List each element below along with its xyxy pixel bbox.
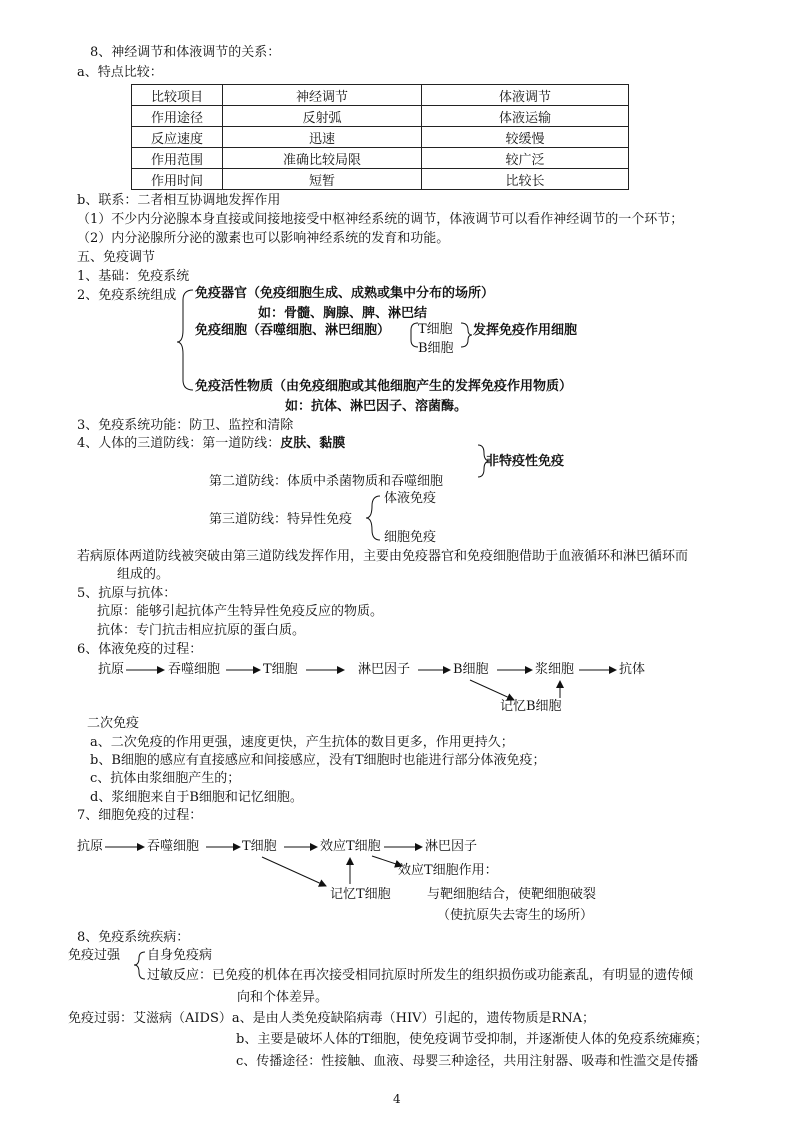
section-5-3: 3、免疫系统功能：防卫、监控和清除	[77, 418, 294, 433]
h-flow-antigen: 抗原	[98, 662, 125, 677]
table-cell: 较广泛	[422, 148, 629, 169]
secondary-b: b、B细胞的感应有直接感应和间接感应，没有T细胞时也能进行部分体液免疫；	[90, 753, 546, 768]
h-flow-antibody: 抗体	[619, 662, 646, 677]
section-8-b: b、联系：二者相互协调地发挥作用	[77, 193, 281, 208]
immune-substances-examples: 如：抗体、淋巴因子、溶菌酶。	[285, 399, 468, 414]
table-header-cell: 比较项目	[132, 85, 223, 106]
second-defense: 第二道防线：体质中杀菌物质和吞噬细胞	[209, 474, 444, 489]
c-arrow-effector-role	[372, 856, 402, 866]
effector-t-role-1: 与靶细胞结合，使靶细胞破裂	[427, 887, 597, 902]
defense-paragraph: 若病原体两道防线被突破由第三道防线发挥作用，主要由免疫器官和免疫细胞借助于血液循环和淋巴循环而	[77, 549, 689, 564]
t-cell: T细胞	[418, 322, 453, 337]
c-arrow-t-memory	[262, 857, 326, 886]
section-8-b2: （2）内分泌腺所分泌的激素也可以影响神经系统的发育和功能。	[77, 231, 450, 246]
c-flow-t-cell: T细胞	[242, 839, 277, 854]
weak-immunity-label: 免疫过弱：艾滋病（AIDS）	[68, 1011, 232, 1026]
antibody-definition: 抗体：专门抗击相应抗原的蛋白质。	[97, 623, 306, 638]
immune-substances: 免疫活性物质（由免疫细胞或其他细胞产生的发挥免疫作用物质）	[195, 379, 573, 394]
aids-c: c、传播途径：性接触、血液、母婴三种途径，共用注射器、吸毒和性滥交是传播	[236, 1054, 699, 1069]
secondary-d: d、浆细胞来自于B细胞和记忆细胞。	[90, 790, 303, 805]
section-5-7: 7、细胞免疫的过程：	[77, 808, 203, 823]
table-cell: 作用时间	[132, 169, 223, 190]
h-flow-phagocyte: 吞噬细胞	[168, 662, 221, 677]
nonspecific-immunity: 非特疫性免疫	[486, 454, 565, 469]
h-flow-b-cell: B细胞	[453, 662, 489, 677]
immune-cells-role: 发挥免疫作用细胞	[473, 323, 578, 338]
table-header-cell: 神经调节	[223, 85, 422, 106]
c-flow-phagocyte: 吞噬细胞	[147, 839, 200, 854]
h-arrow-b-memory	[470, 680, 514, 700]
antigen-definition: 抗原：能够引起抗体产生特异性免疫反应的物质。	[97, 604, 384, 619]
tb-open-bracket	[411, 323, 418, 347]
defense-paragraph-cont: 组成的。	[117, 567, 170, 582]
h-flow-plasma-cell: 浆细胞	[535, 662, 575, 677]
aids-a: a、是由人类免疫缺陷病毒（HIV）引起的，遗传物质是RNA；	[231, 1011, 596, 1026]
aids-b: b、主要是破坏人体的T细胞，使免疫调节受抑制，并逐渐使人体的免疫系统瘫痪；	[236, 1032, 708, 1047]
section-5-6: 6、体液免疫的过程：	[77, 642, 203, 657]
table-cell: 比较长	[422, 169, 629, 190]
section-5-title: 五、免疫调节	[77, 250, 156, 265]
section-8-a: a、特点比较：	[77, 65, 163, 80]
immune-cells: 免疫细胞（吞噬细胞、淋巴细胞）	[195, 323, 391, 338]
b-cell: B细胞	[418, 341, 454, 356]
immune-organs: 免疫器官（免疫细胞生成、成熟或集中分布的场所）	[195, 286, 495, 301]
table-cell: 作用途径	[132, 106, 223, 127]
table-header-cell: 体液调节	[422, 85, 629, 106]
over-immunity-brace	[134, 952, 145, 979]
secondary-a: a、二次免疫的作用更强，速度更快，产生抗体的数目更多，作用更持久；	[90, 735, 514, 750]
allergy-cont: 向和个体差异。	[237, 990, 329, 1005]
section-5-8: 8、免疫系统疾病：	[77, 930, 190, 945]
section-5-5: 5、抗原与抗体：	[77, 586, 177, 601]
tb-close-brace	[461, 323, 472, 347]
table-cell: 体液运输	[422, 106, 629, 127]
c-flow-effector-t-cell: 效应T细胞	[320, 839, 381, 854]
h-memory-b-cell: 记忆B细胞	[500, 699, 562, 714]
table-cell: 准确比较局限	[223, 148, 422, 169]
section-5-1: 1、基础：免疫系统	[77, 269, 190, 284]
table-cell: 反射弧	[223, 106, 422, 127]
cellular-immunity: 细胞免疫	[384, 530, 437, 545]
first-defense: 皮肤、黏膜	[280, 436, 346, 451]
h-flow-t-cell: T细胞	[263, 662, 298, 677]
table-cell: 较缓慢	[422, 127, 629, 148]
table-cell: 迅速	[223, 127, 422, 148]
nonspecific-brace	[478, 445, 490, 477]
specific-brace	[366, 496, 380, 540]
effector-t-role-title: 效应T细胞作用：	[398, 863, 498, 878]
section-5-4-text: 4、人体的三道防线：第一道防线：	[77, 436, 281, 451]
c-flow-antigen: 抗原	[77, 839, 104, 854]
autoimmune-disease: 自身免疫病	[147, 948, 213, 963]
table-cell: 作用范围	[132, 148, 223, 169]
c-memory-t-cell: 记忆T细胞	[330, 887, 391, 902]
over-immunity: 免疫过强	[68, 948, 121, 963]
secondary-immunity-title: 二次免疫	[87, 716, 140, 731]
secondary-c: c、抗体由浆细胞产生的；	[90, 771, 241, 786]
immune-organs-examples: 如：骨髓、胸腺、脾、淋巴结	[258, 306, 428, 321]
h-flow-lymphokine: 淋巴因子	[358, 662, 411, 677]
section-8-title: 8、神经调节和体液调节的关系：	[90, 45, 281, 60]
c-flow-lymphokine: 淋巴因子	[425, 839, 478, 854]
table-cell: 短暂	[223, 169, 422, 190]
third-defense: 第三道防线：特异性免疫	[209, 512, 353, 527]
table-cell: 反应速度	[132, 127, 223, 148]
section-8-b1: （1）不少内分泌腺本身直接或间接地接受中枢神经系统的调节，体液调节可以看作神经调节的一个环节；	[77, 212, 684, 227]
humoral-immunity: 体液免疫	[384, 491, 437, 506]
section-5-2: 2、免疫系统组成	[77, 288, 177, 303]
page-number: 4	[393, 1092, 401, 1106]
allergy: 过敏反应：已免疫的机体在再次接受相同抗原时所发生的组织损伤或功能紊乱，有明显的遗传倾	[147, 968, 694, 983]
composition-brace	[177, 290, 193, 390]
effector-t-role-2: （使抗原失去寄生的场所）	[437, 908, 594, 923]
